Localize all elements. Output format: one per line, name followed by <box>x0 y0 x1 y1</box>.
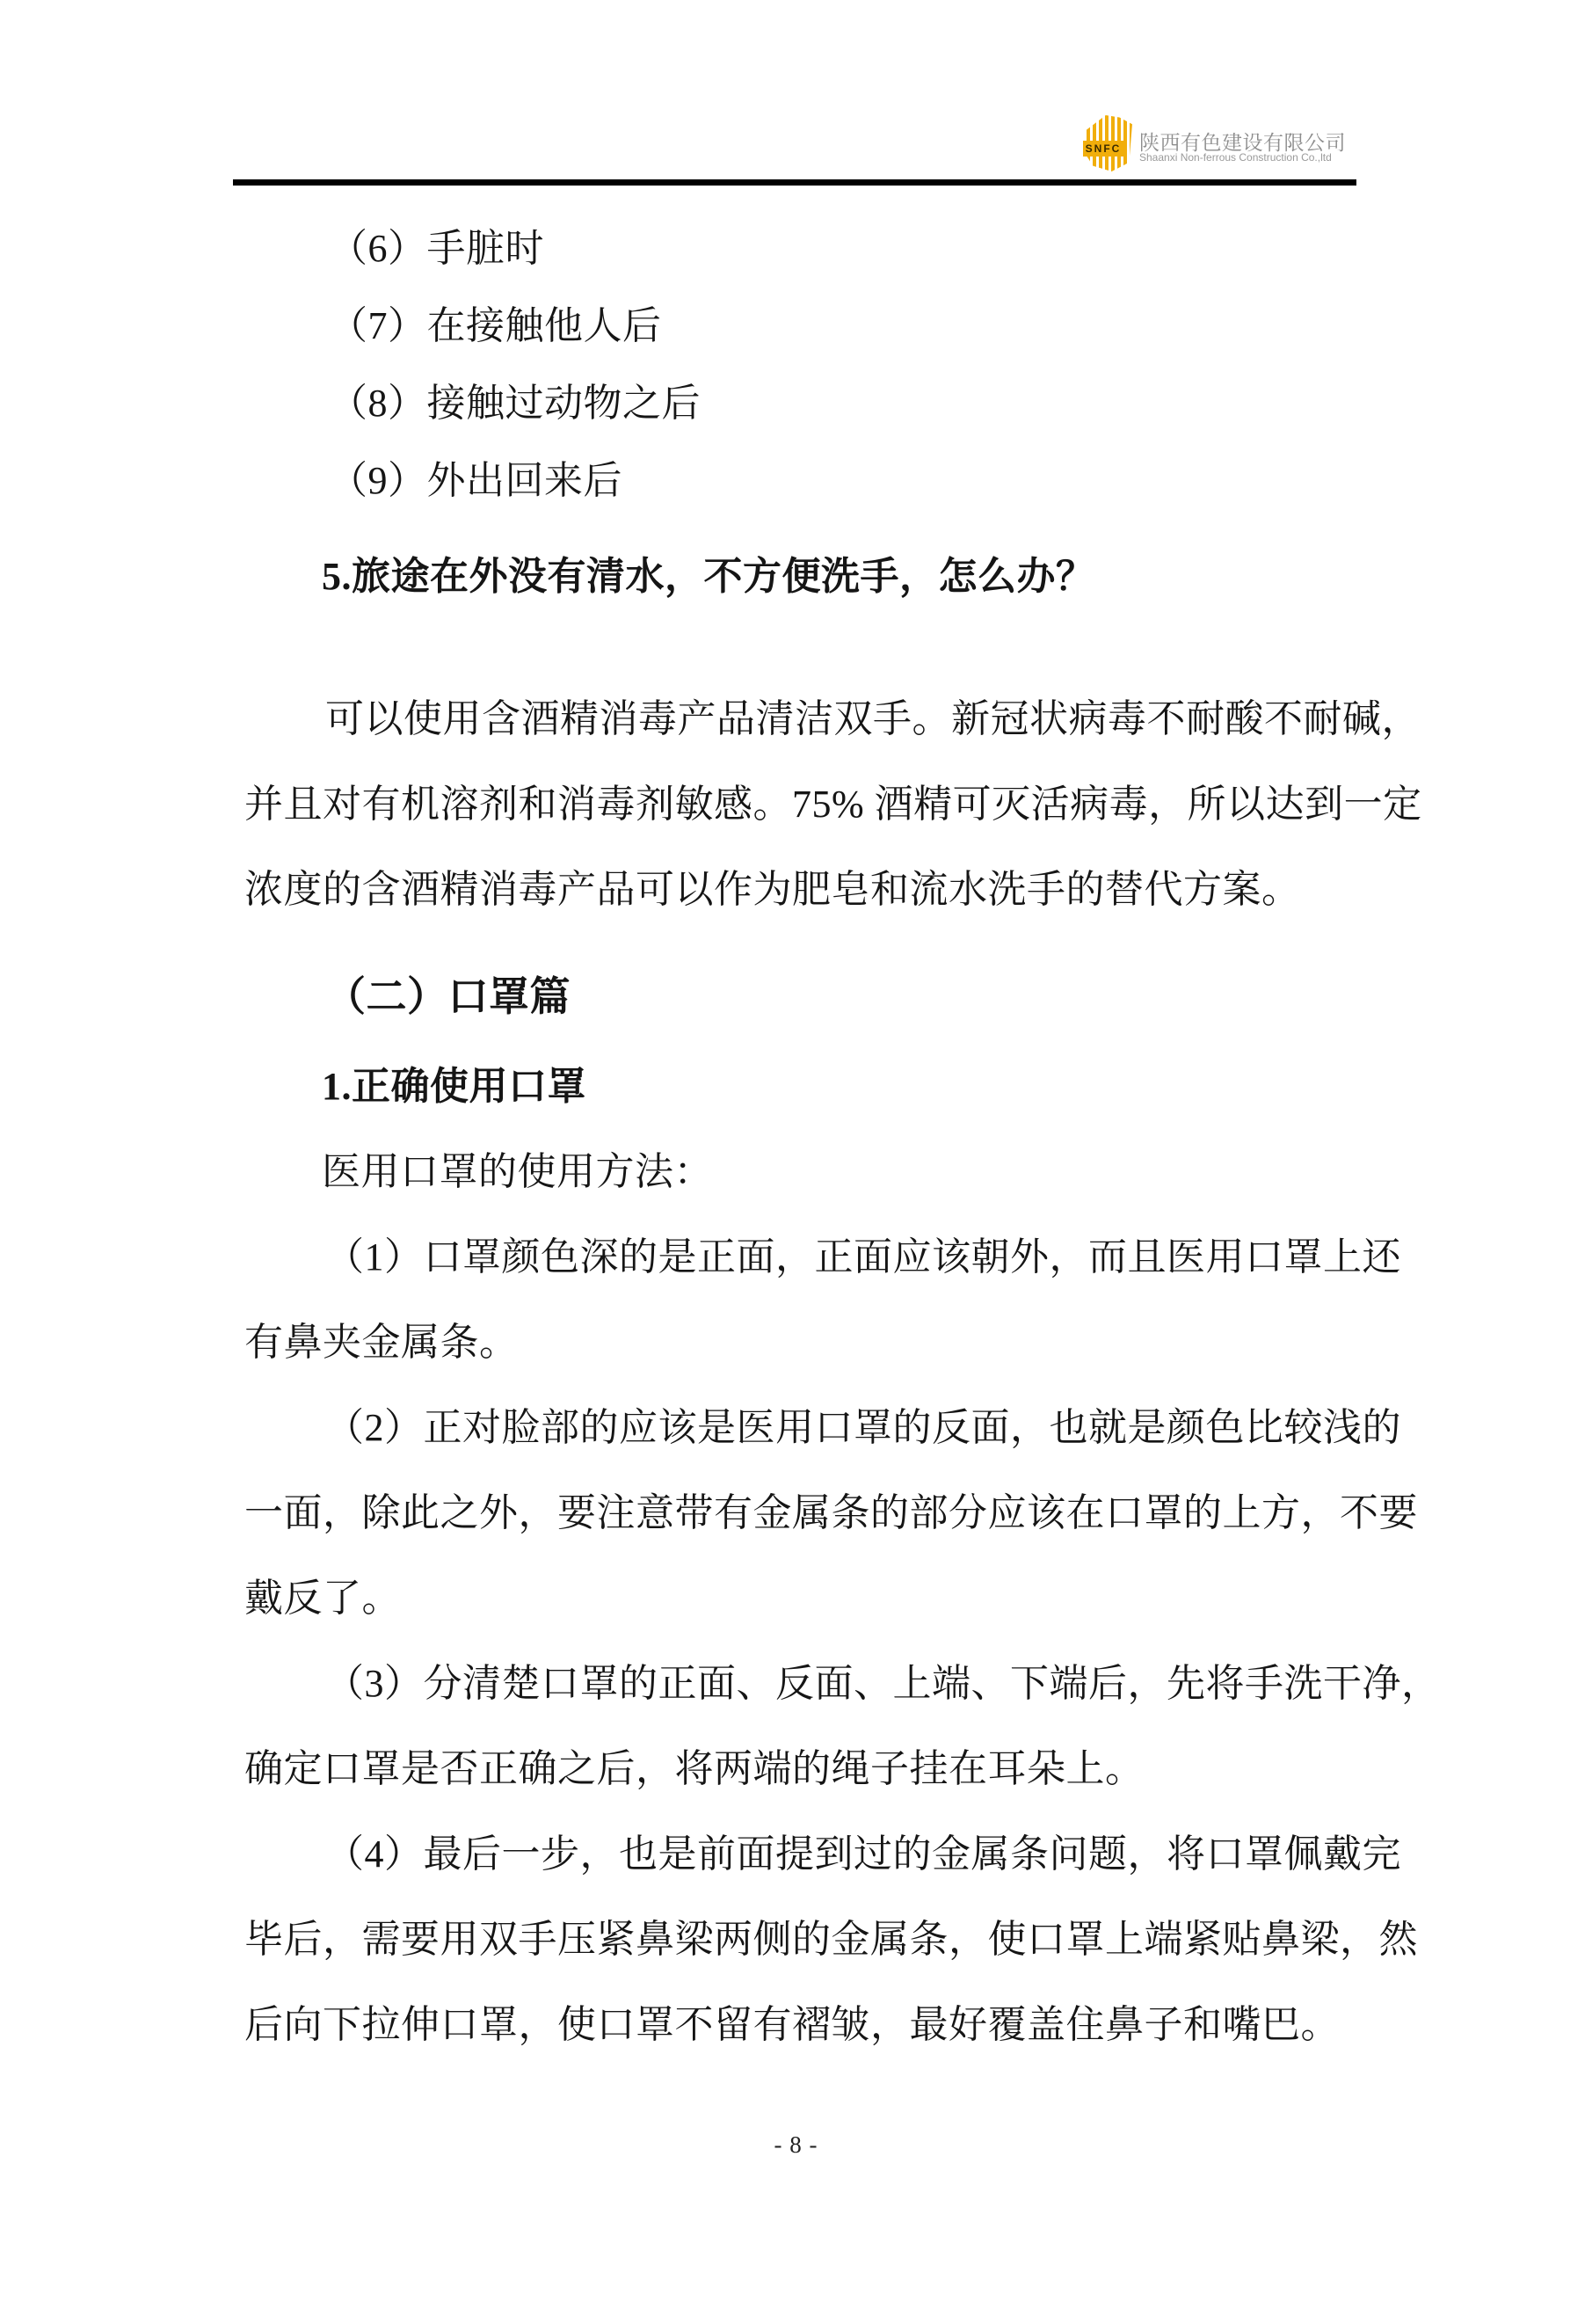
question-5-answer <box>244 676 1422 932</box>
step-line: （1）口罩颜色深的是正面，正面应该朝外，而且医用口罩上还 <box>325 1235 1401 1279</box>
occasion-item-6: （6）手脏时 <box>329 227 544 270</box>
step-line: 后向下拉伸口罩，使口罩不留有褶皱，最好覆盖住鼻子和嘴巴。 <box>244 2003 1340 2046</box>
company-name-cn: 陕西有色建设有限公司 <box>1139 131 1346 154</box>
step-line: 一面，除此之外，要注意带有金属条的部分应该在口罩的上方，不要 <box>244 1491 1418 1534</box>
company-name-en: Shaanxi Non-ferrous Construction Co.,ltd <box>1139 151 1332 164</box>
step-line: 确定口罩是否正确之后，将两端的绳子挂在耳朵上。 <box>244 1747 1145 1790</box>
mask-step-4 <box>244 1811 1418 2067</box>
mask-step-1 <box>244 1214 1401 1385</box>
document-body <box>244 210 1441 2067</box>
step-line: 戴反了。 <box>244 1577 401 1620</box>
answer-line: 可以使用含酒精消毒产品清洁双手。新冠状病毒不耐酸不耐碱， <box>325 697 1421 740</box>
step-line: （3）分清楚口罩的正面、反面、上端、下端后，先将手洗干净， <box>325 1662 1441 1705</box>
step-line: 毕后，需要用双手压紧鼻梁两侧的金属条，使口罩上端紧贴鼻梁，然 <box>244 1918 1418 1961</box>
mask-usage-lead: 医用口罩的使用方法： <box>322 1150 713 1193</box>
step-line: （4）最后一步，也是前面提到过的金属条问题，将口罩佩戴完 <box>325 1832 1401 1876</box>
page-number: - 8 - <box>774 2131 818 2158</box>
section-2-heading: （二）口罩篇 <box>325 974 571 1019</box>
occasion-item-9: （9）外出回来后 <box>329 459 622 502</box>
step-line: 有鼻夹金属条。 <box>244 1321 519 1364</box>
answer-line: 浓度的含酒精消毒产品可以作为肥皂和流水洗手的替代方案。 <box>244 868 1301 911</box>
occasion-item-7: （7）在接触他人后 <box>329 304 662 347</box>
occasion-item-8: （8）接触过动物之后 <box>329 382 701 425</box>
company-logo <box>1085 115 1132 171</box>
mask-step-3 <box>244 1641 1441 1811</box>
header-divider <box>233 179 1356 186</box>
step-line: （2）正对脸部的应该是医用口罩的反面，也就是颜色比较浅的 <box>325 1406 1401 1449</box>
subsection-1-heading: 1.正确使用口罩 <box>322 1065 586 1108</box>
mask-step-2 <box>244 1385 1418 1641</box>
answer-line: 并且对有机溶剂和消毒剂敏感。75% 酒精可灭活病毒，所以达到一定 <box>244 783 1422 826</box>
logo-acronym-badge: SNFC <box>1083 141 1123 157</box>
question-5-heading: 5.旅途在外没有清水，不方便洗手，怎么办？ <box>322 555 1095 598</box>
